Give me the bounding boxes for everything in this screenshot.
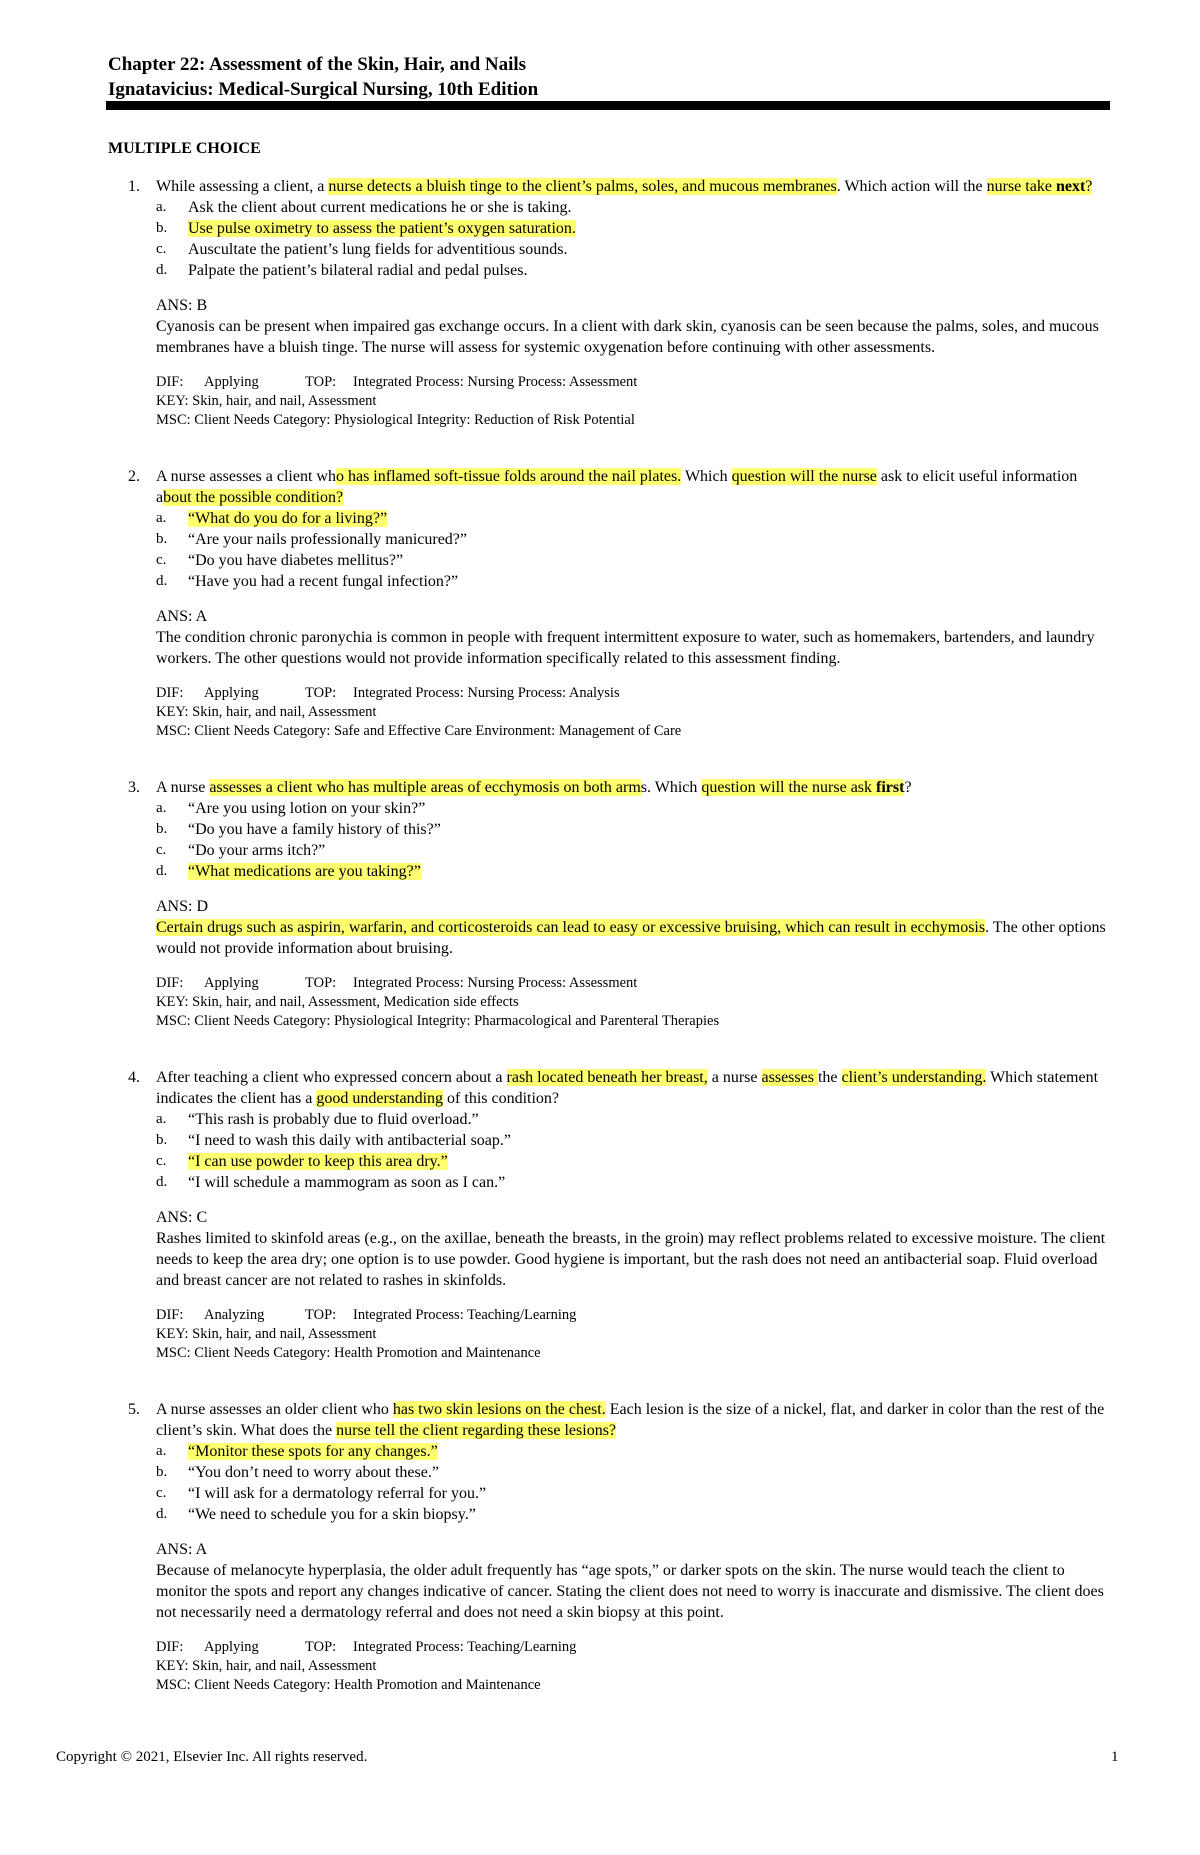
option-letter: c. [156, 241, 167, 257]
msc-line [156, 722, 1108, 741]
question-2 [108, 466, 1108, 741]
option-letter: a. [156, 510, 167, 526]
answer-key: ANS: D [156, 898, 209, 915]
text-run: ask to elicit useful information a [156, 468, 1078, 506]
option-letter: c. [156, 1153, 167, 1169]
msc-value: Client Needs Category: Physiological Integrity: Reduction of Risk Potential [194, 412, 635, 428]
option-letter: c. [156, 1485, 167, 1501]
key-label: KEY: [156, 393, 193, 409]
highlighted-text: has two skin lesions on the chest. [392, 1401, 606, 1418]
key-value: Skin, hair, and nail, Assessment [192, 704, 377, 720]
option-text: Ask the client about current medications he or she is taking. [188, 199, 572, 216]
dif-label: DIF: [156, 374, 184, 390]
book-title: Ignatavicius: Medical-Surgical Nursing, 10th Edition [108, 79, 539, 100]
option-text: “This rash is probably due to fluid overload.” [188, 1111, 479, 1128]
option-letter: d. [156, 262, 168, 278]
option-text: “Do you have diabetes mellitus?” [188, 552, 404, 569]
section-heading: MULTIPLE CHOICE [108, 140, 261, 157]
question-4 [108, 1067, 1108, 1363]
answer-key: ANS: C [156, 1209, 208, 1226]
option-letter: b. [156, 220, 168, 236]
option-letter: d. [156, 863, 168, 879]
topic-value: Integrated Process: Nursing Process: Assessment [353, 374, 638, 390]
difficulty-value: Applying [204, 685, 259, 701]
copyright-notice: Copyright © 2021, Elsevier Inc. All rights reserved. [56, 1749, 368, 1765]
dif-label: DIF: [156, 1639, 184, 1655]
question-metadata [156, 974, 1108, 1031]
dif-label: DIF: [156, 1307, 184, 1323]
answer-option-c [156, 1483, 1108, 1504]
answer-option-a [156, 197, 1108, 218]
highlighted-text: assesses a client who has multiple areas of ecchymosis on both arm [209, 779, 641, 796]
msc-line [156, 1012, 1108, 1031]
page-number: 1 [1111, 1749, 1119, 1765]
answer-key: ANS: A [156, 608, 208, 625]
msc-line [156, 1676, 1108, 1695]
msc-label: MSC: [156, 1677, 195, 1693]
rationale [156, 917, 1108, 959]
text-run: the [817, 1069, 842, 1086]
highlighted-text: folds around the nail plates. [503, 468, 682, 485]
dif-label: DIF: [156, 975, 184, 991]
option-letter: c. [156, 552, 167, 568]
highlighted-text: first [876, 779, 905, 796]
answer-option-b [156, 1462, 1108, 1483]
question-number: 5. [128, 1401, 140, 1418]
highlighted-text: good understanding [316, 1090, 444, 1107]
option-text: “Do you have a family history of this?” [188, 821, 441, 838]
option-letter: a. [156, 800, 167, 816]
text-run: Rashes limited to skinfold areas (e.g., on the axillae, beneath the breasts, in the groin) may reflect problems related to excessive moisture. The client needs to keep the area dry; one option is to use powder. Good hygiene is important, but the rash does not need an antibacterial soap. Fluid overload and breast cancer are not related to rashes in skinfolds. [156, 1230, 1106, 1289]
answer-option-d [156, 260, 1108, 281]
top-label: TOP: [305, 975, 337, 991]
highlighted-text: nurse take [986, 178, 1056, 195]
option-letter: b. [156, 821, 168, 837]
highlighted-text: question will the nurse [731, 468, 877, 485]
question-metadata [156, 684, 1108, 741]
question-number: 4. [128, 1069, 140, 1086]
difficulty-topic-line [156, 373, 1108, 392]
topic-value: Integrated Process: Nursing Process: Assessment [353, 975, 638, 991]
chapter-title: Chapter 22: Assessment of the Skin, Hair, and Nails [108, 54, 527, 75]
highlighted-text: rash located beneath her breast, [506, 1069, 708, 1086]
difficulty-value: Applying [204, 374, 259, 390]
answer-option-b [156, 529, 1108, 550]
highlighted-text: client’s understanding. [841, 1069, 987, 1086]
highlighted-text: next [1055, 178, 1086, 195]
answer-option-c [156, 1151, 1108, 1172]
option-letter: c. [156, 842, 167, 858]
question-number: 2. [128, 468, 140, 485]
question-number: 3. [128, 779, 140, 796]
option-text-highlighted: “I can use powder to keep this area dry.” [188, 1153, 448, 1170]
option-text-highlighted: “Monitor these spots for any changes.” [188, 1443, 438, 1460]
question-5 [108, 1399, 1108, 1695]
answer-option-a [156, 508, 1108, 529]
highlighted-text: nurse detects a bluish tinge to the client’s palms, soles, and mucous membranes [328, 178, 837, 195]
question-number: 1. [128, 178, 140, 195]
option-letter: a. [156, 1111, 167, 1127]
text-run: of this condition? [443, 1090, 560, 1107]
msc-value: Client Needs Category: Health Promotion and Maintenance [194, 1345, 541, 1361]
dif-label: DIF: [156, 685, 184, 701]
answer-option-c [156, 550, 1108, 571]
text-run: . Which action will the [836, 178, 987, 195]
answer-key: ANS: B [156, 297, 208, 314]
msc-value: Client Needs Category: Health Promotion and Maintenance [194, 1677, 541, 1693]
option-text: “Do your arms itch?” [188, 842, 326, 859]
msc-line [156, 1344, 1108, 1363]
text-run: Which statement indicates the client has a [156, 1069, 1099, 1107]
key-line [156, 1325, 1108, 1344]
text-run: The condition chronic paronychia is common in people with frequent intermittent exposure to water, such as homemakers, bartenders, and laundry workers. The other questions would not provide information specifically related to this assessment finding. [156, 629, 1095, 667]
top-label: TOP: [305, 685, 337, 701]
text-run: a nurse [707, 1069, 762, 1086]
difficulty-value: Applying [204, 975, 259, 991]
msc-label: MSC: [156, 1345, 195, 1361]
option-text: “You don’t need to worry about these.” [188, 1464, 439, 1481]
option-text: “Have you had a recent fungal infection?” [188, 573, 459, 590]
key-value: Skin, hair, and nail, Assessment [192, 393, 377, 409]
answer-option-b [156, 218, 1108, 239]
key-label: KEY: [156, 704, 193, 720]
question-metadata [156, 1306, 1108, 1363]
header-rule [106, 101, 1110, 110]
difficulty-topic-line [156, 974, 1108, 993]
difficulty-topic-line [156, 684, 1108, 703]
highlighted-text: bout the possible condition? [163, 489, 344, 506]
question-stem [156, 1067, 1108, 1109]
question-metadata [156, 1638, 1108, 1695]
difficulty-value: Applying [204, 1639, 259, 1655]
answer-option-d [156, 571, 1108, 592]
key-line [156, 392, 1108, 411]
text-run: Each lesion is the size of a nickel, flat, and darker in color than the rest of the client’s skin. What does the [156, 1401, 1105, 1439]
answer-option-d [156, 1172, 1108, 1193]
rationale [156, 627, 1108, 669]
option-text: “I need to wash this daily with antibacterial soap.” [188, 1132, 512, 1149]
msc-label: MSC: [156, 1013, 195, 1029]
option-text-highlighted: “What do you do for a living?” [188, 510, 388, 527]
question-metadata [156, 373, 1108, 430]
highlighted-text: nurse tell the client regarding these lesions? [336, 1422, 617, 1439]
option-text: “Are you using lotion on your skin?” [188, 800, 426, 817]
rationale [156, 316, 1108, 358]
option-letter: d. [156, 573, 168, 589]
key-value: Skin, hair, and nail, Assessment [192, 1658, 377, 1674]
msc-value: Client Needs Category: Physiological Integrity: Pharmacological and Parenteral Therapies [194, 1013, 720, 1029]
answer-key: ANS: A [156, 1541, 208, 1558]
key-value: Skin, hair, and nail, Assessment [192, 1326, 377, 1342]
highlighted-text: o has inflamed soft-tissue [335, 468, 504, 485]
msc-label: MSC: [156, 723, 195, 739]
answer-option-b [156, 1130, 1108, 1151]
option-text: “I will ask for a dermatology referral for you.” [188, 1485, 487, 1502]
answer-option-d [156, 861, 1108, 882]
top-label: TOP: [305, 1639, 337, 1655]
text-run: Which [681, 468, 732, 485]
text-run: s. Which [640, 779, 702, 796]
answer-option-a [156, 1441, 1108, 1462]
text-run: Because of melanocyte hyperplasia, the older adult frequently has “age spots,” or darker spots on the skin. The nurse would teach the client to monitor the spots and report any changes indicative of cancer. Stating the client does not need to worry is inaccurate and dismissive. The client does not necessarily need a dermatology referral and does not need a skin biopsy at this point. [156, 1562, 1104, 1621]
key-label: KEY: [156, 994, 193, 1010]
option-letter: d. [156, 1506, 168, 1522]
question-stem [156, 466, 1108, 508]
option-letter: b. [156, 1464, 168, 1480]
text-run: Cyanosis can be present when impaired gas exchange occurs. In a client with dark skin, cyanosis can be seen because the palms, soles, and mucous membranes have a bluish tinge. The nurse will assess for systemic oxygenation before continuing with other assessments. [156, 318, 1099, 356]
answer-option-c [156, 239, 1108, 260]
answer-option-b [156, 819, 1108, 840]
text-run: A nurse [156, 779, 210, 796]
answer-option-a [156, 798, 1108, 819]
key-line [156, 993, 1108, 1012]
option-letter: b. [156, 1132, 168, 1148]
highlighted-text: ? [1085, 178, 1093, 195]
option-text-highlighted: “What medications are you taking?” [188, 863, 421, 880]
text-run: A nurse assesses a client wh [156, 468, 336, 485]
key-value: Skin, hair, and nail, Assessment, Medication side effects [192, 994, 519, 1010]
top-label: TOP: [305, 374, 337, 390]
rationale [156, 1228, 1108, 1291]
option-letter: d. [156, 1174, 168, 1190]
difficulty-topic-line [156, 1306, 1108, 1325]
answer-option-d [156, 1504, 1108, 1525]
text-run: A nurse assesses an older client who [156, 1401, 393, 1418]
difficulty-topic-line [156, 1638, 1108, 1657]
question-1 [108, 176, 1108, 430]
text-run: . The other options would not provide information about bruising. [156, 919, 1106, 957]
option-text-highlighted: Use pulse oximetry to assess the patient’s oxygen saturation. [188, 220, 576, 237]
msc-line [156, 411, 1108, 430]
answer-option-a [156, 1109, 1108, 1130]
highlighted-text: question will the nurse ask [701, 779, 877, 796]
question-list [108, 176, 1108, 1695]
msc-value: Client Needs Category: Safe and Effective Care Environment: Management of Care [194, 723, 682, 739]
msc-label: MSC: [156, 412, 195, 428]
text-run: While assessing a client, a [156, 178, 329, 195]
key-label: KEY: [156, 1326, 193, 1342]
option-letter: a. [156, 1443, 167, 1459]
text-run: After teaching a client who expressed concern about a [156, 1069, 507, 1086]
option-letter: a. [156, 199, 167, 215]
option-text: Auscultate the patient’s lung fields for adventitious sounds. [188, 241, 568, 258]
option-text: “Are your nails professionally manicured?” [188, 531, 468, 548]
question-3 [108, 777, 1108, 1031]
highlighted-text: Certain drugs such as aspirin, warfarin, and corticosteroids can lead to easy or excessive bruising, which can result in ecchymosis [156, 919, 986, 936]
answer-option-c [156, 840, 1108, 861]
key-line [156, 703, 1108, 722]
option-text: Palpate the patient’s bilateral radial and pedal pulses. [188, 262, 528, 279]
topic-value: Integrated Process: Teaching/Learning [353, 1307, 577, 1323]
question-stem [156, 176, 1108, 197]
text-run: ? [904, 779, 912, 796]
rationale [156, 1560, 1108, 1623]
option-text: “We need to schedule you for a skin biopsy.” [188, 1506, 476, 1523]
option-letter: b. [156, 531, 168, 547]
key-line [156, 1657, 1108, 1676]
question-stem [156, 1399, 1108, 1441]
topic-value: Integrated Process: Nursing Process: Analysis [353, 685, 620, 701]
question-stem [156, 777, 1108, 798]
highlighted-text: assesses [761, 1069, 818, 1086]
topic-value: Integrated Process: Teaching/Learning [353, 1639, 577, 1655]
difficulty-value: Analyzing [204, 1307, 265, 1323]
key-label: KEY: [156, 1658, 193, 1674]
option-text: “I will schedule a mammogram as soon as I can.” [188, 1174, 506, 1191]
top-label: TOP: [305, 1307, 337, 1323]
document-header [108, 52, 538, 102]
